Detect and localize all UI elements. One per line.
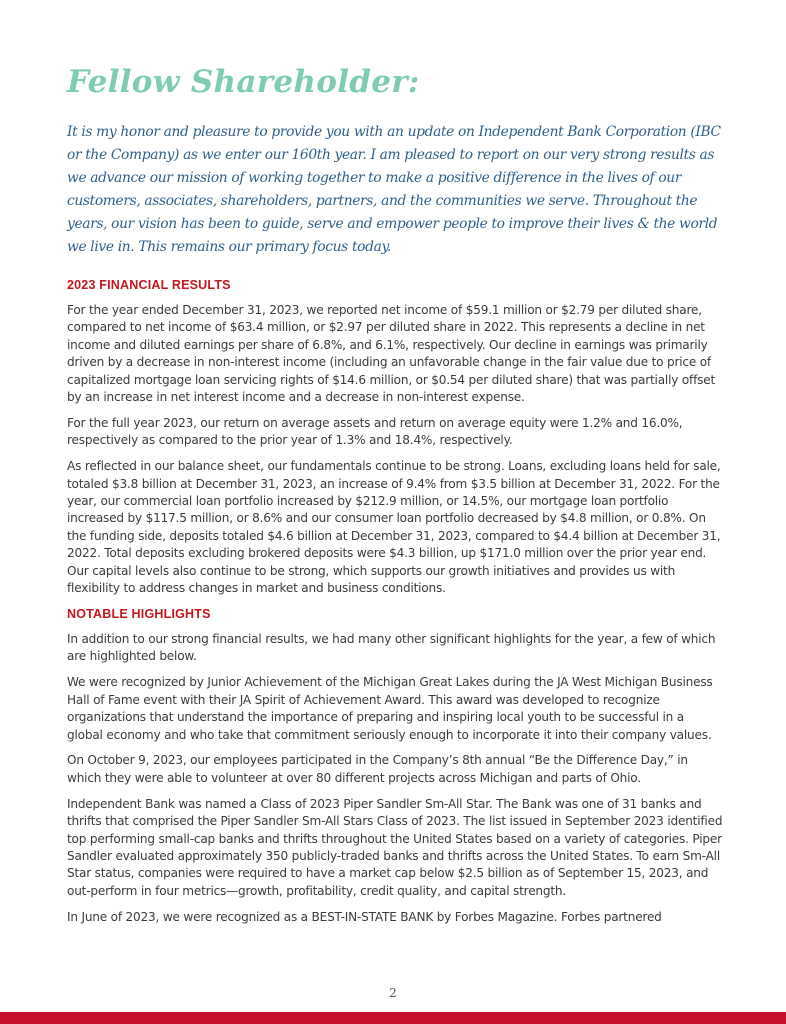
section-heading: NOTABLE HIGHLIGHTS	[67, 607, 211, 621]
letter-page	[67, 62, 723, 935]
footer-bar	[0, 1012, 786, 1024]
page-number: 2	[389, 986, 397, 1000]
paragraph-forbes: In June of 2023, we were recognized as a BEST-IN-STATE BANK by Forbes Magazine. Forbes partnered	[67, 909, 662, 924]
letter-salutation: Fellow Shareholder:	[67, 64, 420, 100]
paragraph-returns: For the full year 2023, our return on average assets and return on average equity were 1.2% and 16.0%, respectively as compared to the prior year of 1.3% and 18.4%, respectively.	[67, 415, 683, 448]
paragraph-junior-achievement: We were recognized by Junior Achievement of the Michigan Great Lakes during the JA West Michigan Business Hall of Fame event with their JA Spirit of Achievement Award. This award was developed to recognize organizations that understand the importance of preparing and inspiring local youth to be successful in a global economy and who take that commitment seriously enough to incorporate it into their company values.	[67, 675, 713, 742]
section-financial-results	[67, 277, 723, 598]
section-heading: 2023 FINANCIAL RESULTS	[67, 278, 231, 292]
letter-intro: It is my honor and pleasure to provide you with an update on Independent Bank Corporation (IBC or the Company) as we enter our 160th year. I am pleased to report on our very strong results as we advance our mission of working together to make a positive difference in the lives of our customers, associates, shareholders, partners, and the communities we serve. Throughout the years, our vision has been to guide, serve and empower people to improve their lives & the world we live in. This remains our primary focus today.	[67, 124, 721, 255]
section-notable-highlights	[67, 606, 723, 926]
paragraph-balance-sheet: As reflected in our balance sheet, our fundamentals continue to be strong. Loans, excluding loans held for sale, totaled $3.8 billion at December 31, 2023, an increase of 9.4% from $3.5 billion at December 31, 2022. For the year, our commercial loan portfolio increased by $212.9 million, or 14.5%, our mortgage loan portfolio increased by $117.5 million, or 8.6% and our consumer loan portfolio decreased by $4.8 million, or 0.8%. On the funding side, deposits totaled $4.6 billion at December 31, 2023, compared to $4.4 billion at December 31, 2022. Total deposits excluding brokered deposits were $4.3 billion, up $171.0 million over the prior year end. Our capital levels also continue to be strong, which supports our growth initiatives and provides us with flexibility to address changes in market and business conditions.	[67, 459, 721, 596]
paragraph-net-income: For the year ended December 31, 2023, we reported net income of $59.1 million or $2.79 per diluted share, compared to net income of $63.4 million, or $2.97 per diluted share in 2022. This represents a decline in net income and diluted earnings per share of 6.8%, and 6.1%, respectively. Our decline in earnings was primarily driven by a decrease in non-interest income (including an unfavorable change in the fair value due to price of capitalized mortgage loan servicing rights of $14.6 million, or $0.54 per diluted share) that was partially offset by an increase in net interest income and a decrease in non-interest expense.	[67, 303, 716, 405]
paragraph-piper-sandler: Independent Bank was named a Class of 2023 Piper Sandler Sm-All Star. The Bank was one of 31 banks and thrifts that comprised the Piper Sandler Sm-All Stars Class of 2023. The list issued in September 2023 identified top performing small-cap banks and thrifts throughout the United States based on a variety of categories. Piper Sandler evaluated approximately 350 publicly-traded banks and thrifts across the United States. To earn Sm-All Star status, companies were required to have a market cap below $2.5 billion as of September 15, 2023, and out-perform in four metrics—growth, profitability, credit quality, and capital strength.	[67, 796, 723, 898]
paragraph-highlights-intro: In addition to our strong financial results, we had many other significant highlights for the year, a few of which are highlighted below.	[67, 632, 716, 664]
paragraph-be-the-difference-day: On October 9, 2023, our employees participated in the Company’s 8th annual “Be the Difference Day,” in which they were able to volunteer at over 80 different projects across Michigan and parts of Ohio.	[67, 753, 688, 785]
